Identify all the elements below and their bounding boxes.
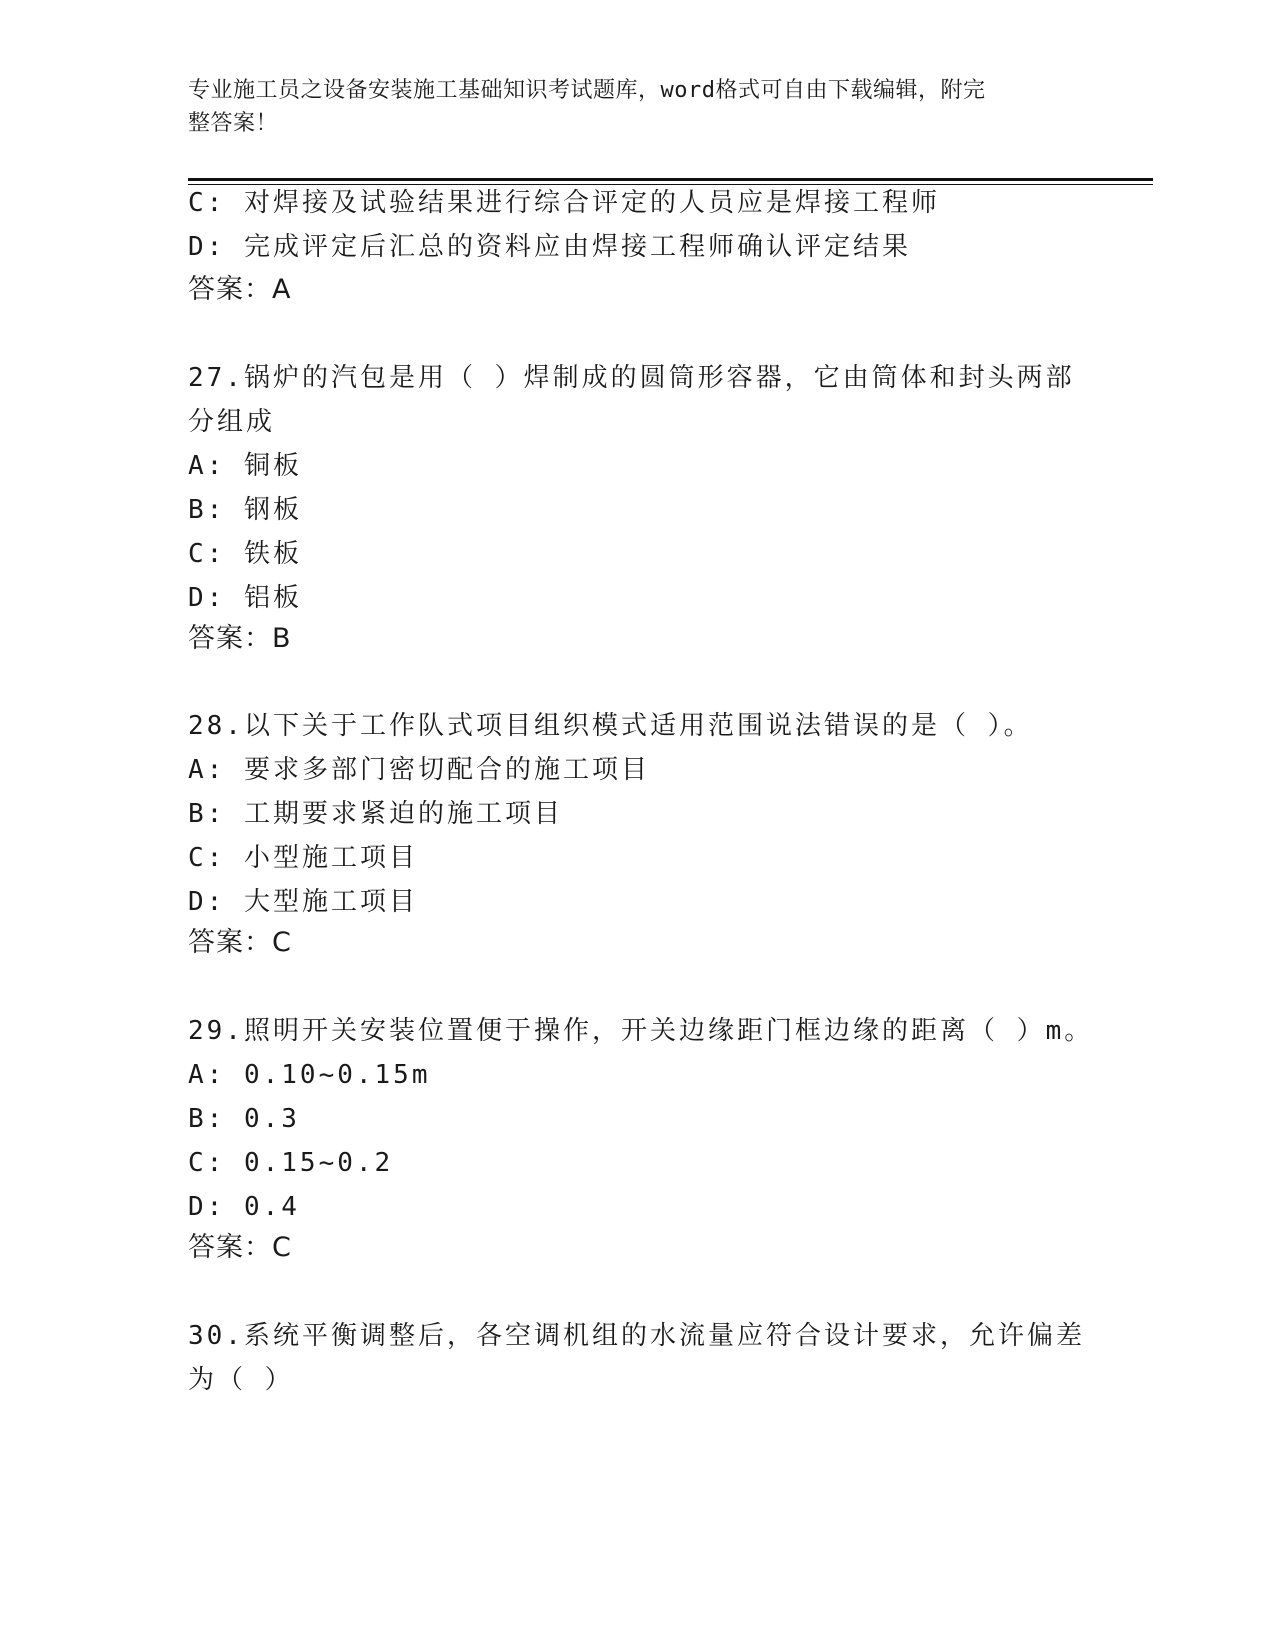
q27-option-c: C: 铁板 [188, 539, 302, 569]
header-divider-thin [188, 184, 1153, 185]
q28-option-d: D: 大型施工项目 [188, 887, 418, 917]
q29-option-c: C: 0.15~0.2 [188, 1148, 394, 1178]
q30-stem-line-2: 为（ ） [188, 1365, 294, 1395]
q29-stem-line-1: 29.照明开关安装位置便于操作，开关边缘距门框边缘的距离（ ）m。 [188, 1016, 1094, 1046]
q28-option-c: C: 小型施工项目 [188, 843, 418, 873]
q29-option-d: D: 0.4 [188, 1192, 300, 1222]
header-line-2: 整答案！ [188, 111, 279, 136]
q29-option-b: B: 0.3 [188, 1104, 300, 1134]
document-header [188, 74, 1068, 140]
q27-option-d: D: 铝板 [188, 583, 302, 613]
header-line-1: 专业施工员之设备安装施工基础知识考试题库，word格式可自由下载编辑，附完 [188, 78, 986, 103]
q28-stem-line-1: 28.以下关于工作队式项目组织模式适用范围说法错误的是（ ）。 [188, 711, 1033, 741]
q28-answer: 答案：C [188, 927, 292, 958]
q26-option-c: C: 对焊接及试验结果进行综合评定的人员应是焊接工程师 [188, 188, 940, 218]
q26-answer: 答案：A [188, 274, 292, 305]
q30-stem-line-1: 30.系统平衡调整后，各空调机组的水流量应符合设计要求，允许偏差 [188, 1321, 1085, 1351]
q28-option-a: A: 要求多部门密切配合的施工项目 [188, 755, 650, 785]
q27-option-a: A: 铜板 [188, 451, 302, 481]
q27-stem-line-2: 分组成 [188, 407, 276, 437]
q28-option-b: B: 工期要求紧迫的施工项目 [188, 799, 563, 829]
q27-option-b: B: 钢板 [188, 495, 302, 525]
q29-option-a: A: 0.10~0.15m [188, 1060, 431, 1090]
q27-stem-line-1: 27.锅炉的汽包是用（ ）焊制成的圆筒形容器，它由筒体和封头两部 [188, 363, 1075, 393]
q26-option-d: D: 完成评定后汇总的资料应由焊接工程师确认评定结果 [188, 232, 911, 262]
header-divider-thick [188, 178, 1153, 181]
q27-answer: 答案：B [188, 623, 292, 654]
q29-answer: 答案：C [188, 1232, 292, 1263]
